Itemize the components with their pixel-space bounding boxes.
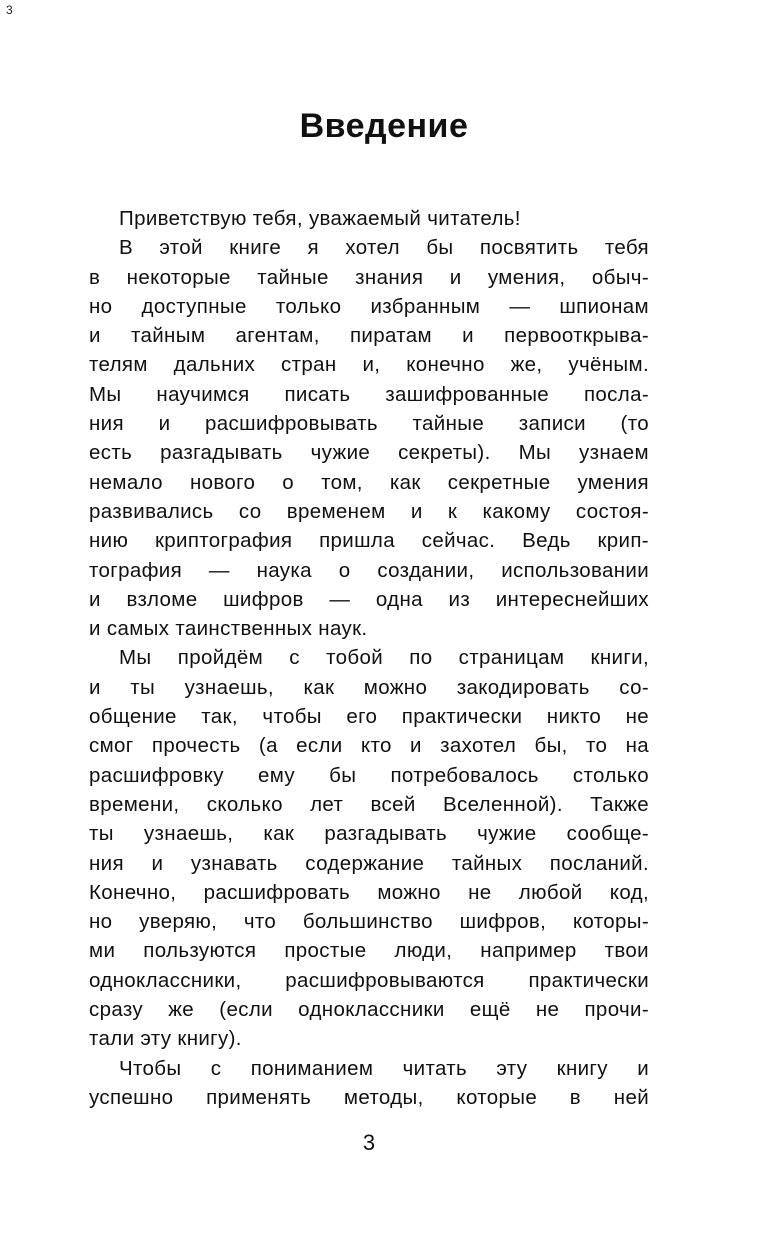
text-line: но доступные только избранным — шпионам [89, 294, 649, 318]
text-line: общение так, чтобы его практически никто не [89, 705, 649, 729]
chapter-title: Введение [299, 107, 469, 145]
text-line: в некоторые тайные знания и умения, обыч- [89, 265, 649, 289]
text-line: времени, сколько лет всей Вселенной). Также [89, 792, 649, 816]
text-line: развивались со временем и к какому состоя- [89, 499, 649, 523]
text-line: Мы пройдём с тобой по страницам книги, [119, 646, 649, 670]
text-line: расшифровку ему бы потребовалось столько [89, 763, 649, 787]
text-line: Конечно, расшифровать можно не любой код, [89, 880, 649, 904]
text-line: и ты узнаешь, как можно закодировать со- [89, 675, 649, 699]
page-number: 3 [362, 1130, 376, 1155]
text-line: но уверяю, что большинство шифров, которы- [89, 910, 649, 934]
text-line: ми пользуются простые люди, например твои [89, 939, 649, 963]
text-line: ния и узнавать содержание тайных посланий. [89, 851, 649, 875]
text-line: успешно применять методы, которые в ней [89, 1085, 649, 1109]
text-line: и самых таинственных наук. [89, 617, 368, 641]
text-line: и взломе шифров — одна из интереснейших [89, 587, 649, 611]
text-line: ния и расшифровывать тайные записи (то [89, 412, 649, 436]
text-line: есть разгадывать чужие секреты). Мы узнаем [89, 441, 649, 465]
text-line: Приветствую тебя, уважаемый читатель! [119, 207, 521, 230]
text-line: тография — наука о создании, использовании [89, 558, 649, 582]
text-line: тали эту книгу). [89, 1027, 242, 1051]
text-line: сразу же (если одноклассники ещё не прочи- [89, 998, 649, 1022]
text-line: немало нового о том, как секретные умения [89, 470, 649, 494]
text-line: ты узнаешь, как разгадывать чужие сообще- [89, 822, 649, 846]
text-line: смог прочесть (а если кто и захотел бы, то на [89, 734, 649, 758]
text-line: нию криптография пришла сейчас. Ведь крип- [89, 529, 649, 553]
text-line: телям дальних стран и, конечно же, учёным. [89, 353, 649, 377]
body-text [89, 204, 649, 1112]
corner-page-number: 3 [6, 3, 13, 17]
text-line: В этой книге я хотел бы посвятить тебя [119, 236, 649, 260]
text-line: одноклассники, расшифровываются практически [89, 968, 649, 992]
text-line: Чтобы с пониманием читать эту книгу и [119, 1056, 649, 1080]
text-line: и тайным агентам, пиратам и первооткрыва- [89, 324, 649, 348]
text-line: Мы научимся писать зашифрованные посла- [89, 382, 649, 406]
